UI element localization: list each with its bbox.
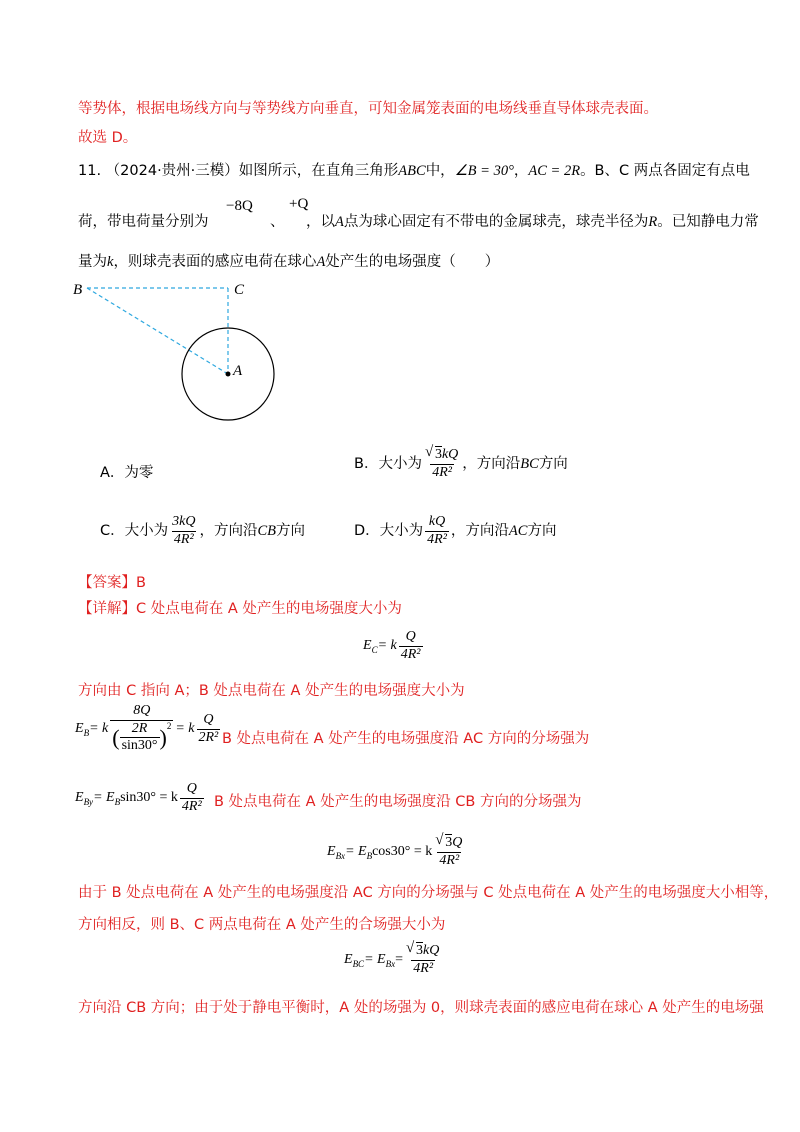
- option-c-fraction: $\frac{3kQ}{\text{4R²}}$: [172, 514, 196, 547]
- option-b: B．大小为 √ $\frac{3kQ}{\text{4R²}}$ ，方向沿 BC 方向: [354, 448, 568, 480]
- equation-ebc: E $_{BC}$ = E $_{Bx}$ = √ $\frac{3kQ}{\text{4R²}}$: [344, 944, 443, 976]
- answer-value: B: [136, 575, 146, 591]
- question-line-1: 11. （2024·贵州·三模）如图所示，在直角三角形ABC中，∠B = 30°，AC = 2R。B、C 两点各固定有点电: [78, 163, 750, 179]
- question-line-2: 荷，带电荷量分别为: [78, 214, 209, 230]
- equation-ebx: E $_{Bx}$ = E $_B$ cos30° = k √ $\frac{3Q}{\text{4R²}}$: [327, 836, 466, 868]
- label-a: A: [233, 363, 243, 379]
- equation-eb: E $_B$ = k 8Q ( $\frac{2R}{\sin 30^\circ}$ ) $^2$ = k $\frac{Q}{\text{2R²}}$: [75, 703, 219, 754]
- question-line-3: 量为k，则球壳表面的感应电荷在球心A处产生的电场强度（ ）: [78, 254, 500, 270]
- solution-line-2: 方向由 C 指向 A；B 处点电荷在 A 处产生的电场强度大小为: [78, 683, 465, 699]
- intro-line-2: 故选 D。: [78, 130, 138, 146]
- answer-label: 【答案】: [78, 575, 136, 591]
- question-line-2-sep: 、: [270, 214, 285, 230]
- option-d: D．大小为 $\frac{kQ}{\text{4R²}}$ ，方向沿 AC 方向: [354, 514, 557, 547]
- solution-line-6: 方向相反，则 B、C 两点电荷在 A 处产生的合场强大小为: [78, 917, 446, 933]
- segment-ba: [87, 288, 228, 374]
- label-c: C: [234, 282, 245, 298]
- answer-line: [78, 576, 146, 591]
- solution-line-7: 方向沿 CB 方向；由于处于静电平衡时，A 处的场强为 0，则球壳表面的感应电荷在球心 A 处产生的电场强: [78, 1000, 764, 1016]
- question-line-2b: ，以A点为球心固定有不带电的金属球壳，球壳半径为R。已知静电力常: [306, 214, 759, 230]
- center-point-a: [226, 372, 231, 377]
- label-b: B: [73, 282, 83, 298]
- option-a: A．为零: [100, 465, 154, 481]
- solution-line-5: 由于 B 处点电荷在 A 处产生的电场强度沿 AC 方向的分场强与 C 处点电荷在 A 处产生的电场强度大小相等，: [78, 885, 779, 901]
- charge-c: +Q: [289, 196, 309, 212]
- intro-line-1: 等势体，根据电场线方向与等势线方向垂直，可知金属笼表面的电场线垂直导体球壳表面。: [78, 101, 658, 117]
- option-b-fraction: √ $\frac{3kQ}{\text{4R²}}$: [424, 448, 460, 480]
- equation-eby: E $_{By}$ = E $_B$ sin30° = k $\frac{Q}{\text{4R²}}$: [75, 781, 202, 814]
- solution-line-4: B 处点电荷在 A 处产生的电场强度沿 CB 方向的分场强为: [214, 794, 582, 810]
- ac-math: AC = 2R: [528, 163, 581, 179]
- solution-line-1: 【详解】C 处点电荷在 A 处产生的电场强度大小为: [78, 601, 402, 617]
- question-source: （2024·贵州·三模）: [105, 163, 239, 179]
- solution-line-3: B 处点电荷在 A 处产生的电场强度沿 AC 方向的分场强为: [222, 731, 590, 747]
- option-c: C．大小为 $\frac{3kQ}{\text{4R²}}$ ，方向沿 CB 方向: [100, 514, 305, 547]
- question-number: 11.: [78, 163, 102, 179]
- angle-b-math: ∠B = 30°: [454, 163, 514, 179]
- option-d-fraction: $\frac{kQ}{\text{4R²}}$: [427, 514, 447, 547]
- equation-ec: E $_C$ = k $\frac{Q}{\text{4R²}}$: [363, 629, 421, 662]
- solution-label: 【详解】: [78, 601, 136, 617]
- triangle-figure: [60, 275, 300, 435]
- charge-b: −8Q: [226, 198, 253, 214]
